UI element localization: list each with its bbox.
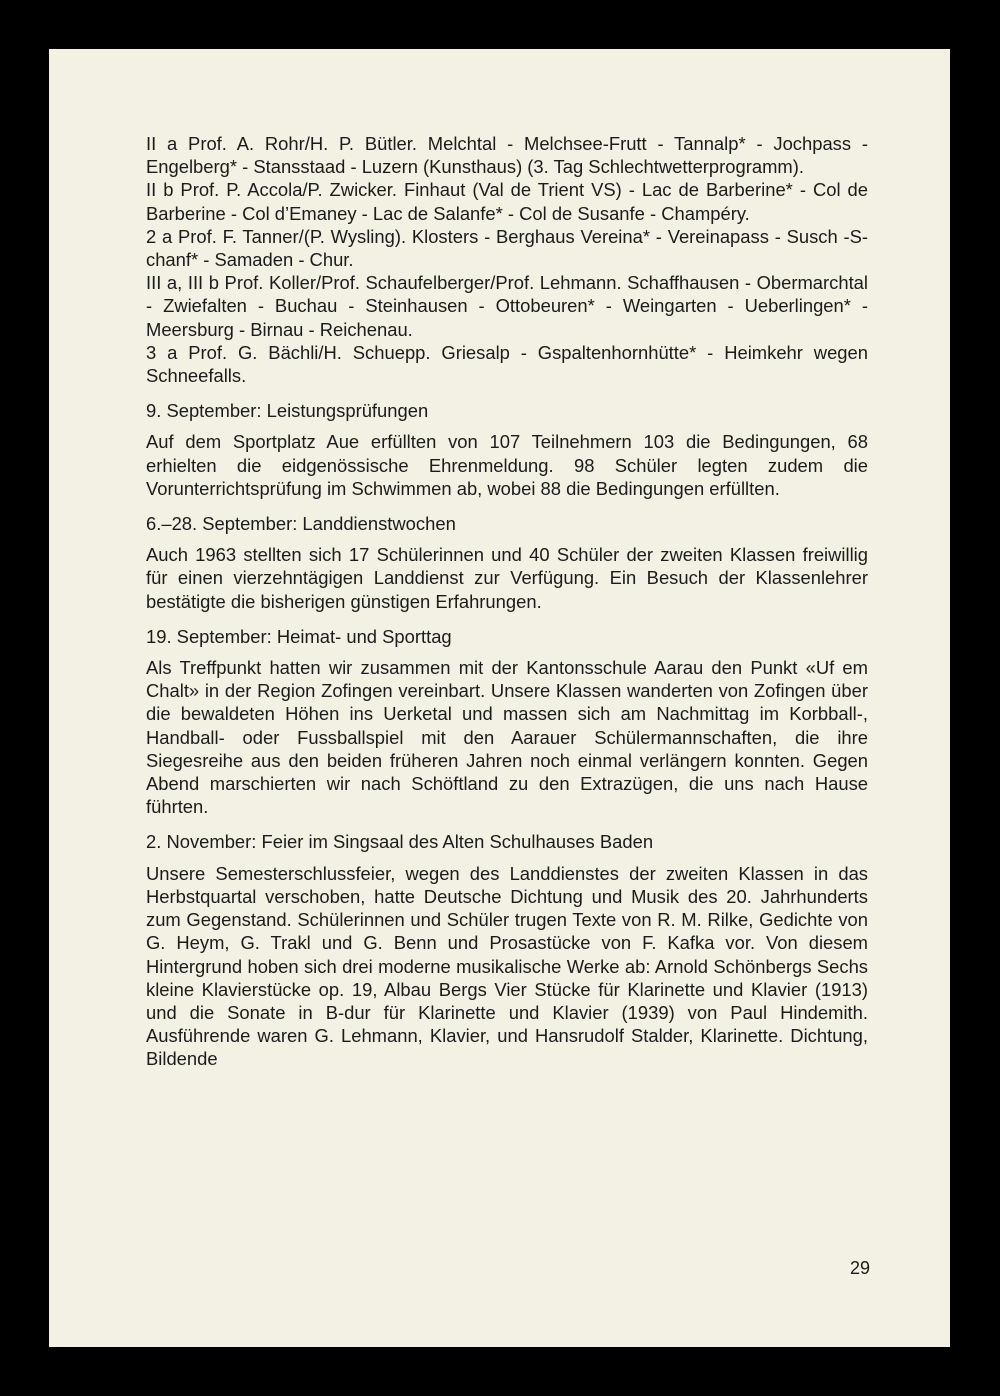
trip-entry: III a, III b Prof. Koller/Prof. Schaufelberger/Prof. Lehmann. Schaffhausen - Obermarchtal - Zwiefalten - Buchau - Steinhausen - Ottobeuren* - Weingarten - Ueberlingen* - Meersburg - Birnau - Reichenau. bbox=[146, 272, 868, 340]
trip-entry: II a Prof. A. Rohr/H. P. Bütler. Melchtal - Melchsee-Frutt - Tannalp* - Jochpass - Engelberg* - Stansstaad - Luzern (Kunsthaus) (3. Tag Schlechtwetterprogramm). bbox=[146, 133, 868, 178]
section-body: Als Treffpunkt hatten wir zusammen mit der Kantonsschule Aarau den Punkt «Uf em Chalt» in der Region Zofingen vereinbart. Unsere Klassen wanderten von Zofingen über die bewaldeten Höhen ins Uerketal und massen sich am Nachmittag im Korbball-, Handball- oder Fussballspiel mit den Aarauer Schülermannschaften, die ihre Siegesreihe aus den beiden früheren Jahren noch einmal verlängern konnten. Gegen Abend marschierten wir nach Schöftland zu den Extrazügen, die uns nach Hause führten. bbox=[146, 657, 868, 818]
section-heading: 9. September: Leistungsprüfungen bbox=[146, 400, 429, 422]
section-body: Auf dem Sportplatz Aue erfüllten von 107 Teilnehmern 103 die Bedingungen, 68 erhielten die eidgenössische Ehrenmeldung. 98 Schüler legten zudem die Vorunterrichtsprüfung im Schwimmen ab, wobei 88 die Bedingungen erfüllten. bbox=[146, 431, 868, 499]
section-body: Unsere Semesterschlussfeier, wegen des Landdienstes der zweiten Klassen in das Herbstquartal verschoben, hatte Deutsche Dichtung und Musik des 20. Jahrhunderts zum Gegenstand. Schülerinnen und Schüler trugen Texte von R. M. Rilke, Gedichte von G. Heym, G. Trakl und G. Benn und Prosastücke von F. Kafka vor. Von diesem Hintergrund hoben sich drei moderne musikalische Werke ab: Arnold Schönbergs Sechs kleine Klavierstücke op. 19, Albau Bergs Vier Stücke für Klarinette und Klavier (1913) und die Sonate in B-dur für Klarinette und Klavier (1939) von Paul Hindemith. Ausführende waren G. Lehmann, Klavier, und Hansrudolf Stalder, Klarinette. Dichtung, Bildende bbox=[146, 862, 868, 1070]
section-body: Auch 1963 stellten sich 17 Schülerinnen und 40 Schüler der zweiten Klassen freiwillig für einen vierzehntägigen Landdienst zur Verfügung. Ein Besuch der Klassenlehrer bestätigte die bisherigen günstigen Erfahrungen. bbox=[146, 544, 868, 612]
trip-entry: 3 a Prof. G. Bächli/H. Schuepp. Griesalp - Gspaltenhornhütte* - Heimkehr wegen Schneefalls. bbox=[146, 341, 868, 387]
page-number: 29 bbox=[849, 1258, 870, 1278]
section-heading: 19. September: Heimat- und Sporttag bbox=[146, 625, 452, 647]
section-heading: 2. November: Feier im Singsaal des Alten Schulhauses Baden bbox=[146, 831, 654, 853]
trip-entry: 2 a Prof. F. Tanner/(P. Wysling). Klosters - Berghaus Vereina* - Vereinapass - Susch -S-chanf* - Samaden - Chur. bbox=[146, 225, 868, 271]
section-heading: 6.–28. September: Landdienstwochen bbox=[146, 513, 456, 535]
text-column bbox=[146, 132, 868, 1071]
trip-entry: II b Prof. P. Accola/P. Zwicker. Finhaut (Val de Trient VS) - Lac de Barberine* - Col de Barberine - Col d’Emaney - Lac de Salanfe* - Col de Susanfe - Champéry. bbox=[146, 179, 868, 224]
